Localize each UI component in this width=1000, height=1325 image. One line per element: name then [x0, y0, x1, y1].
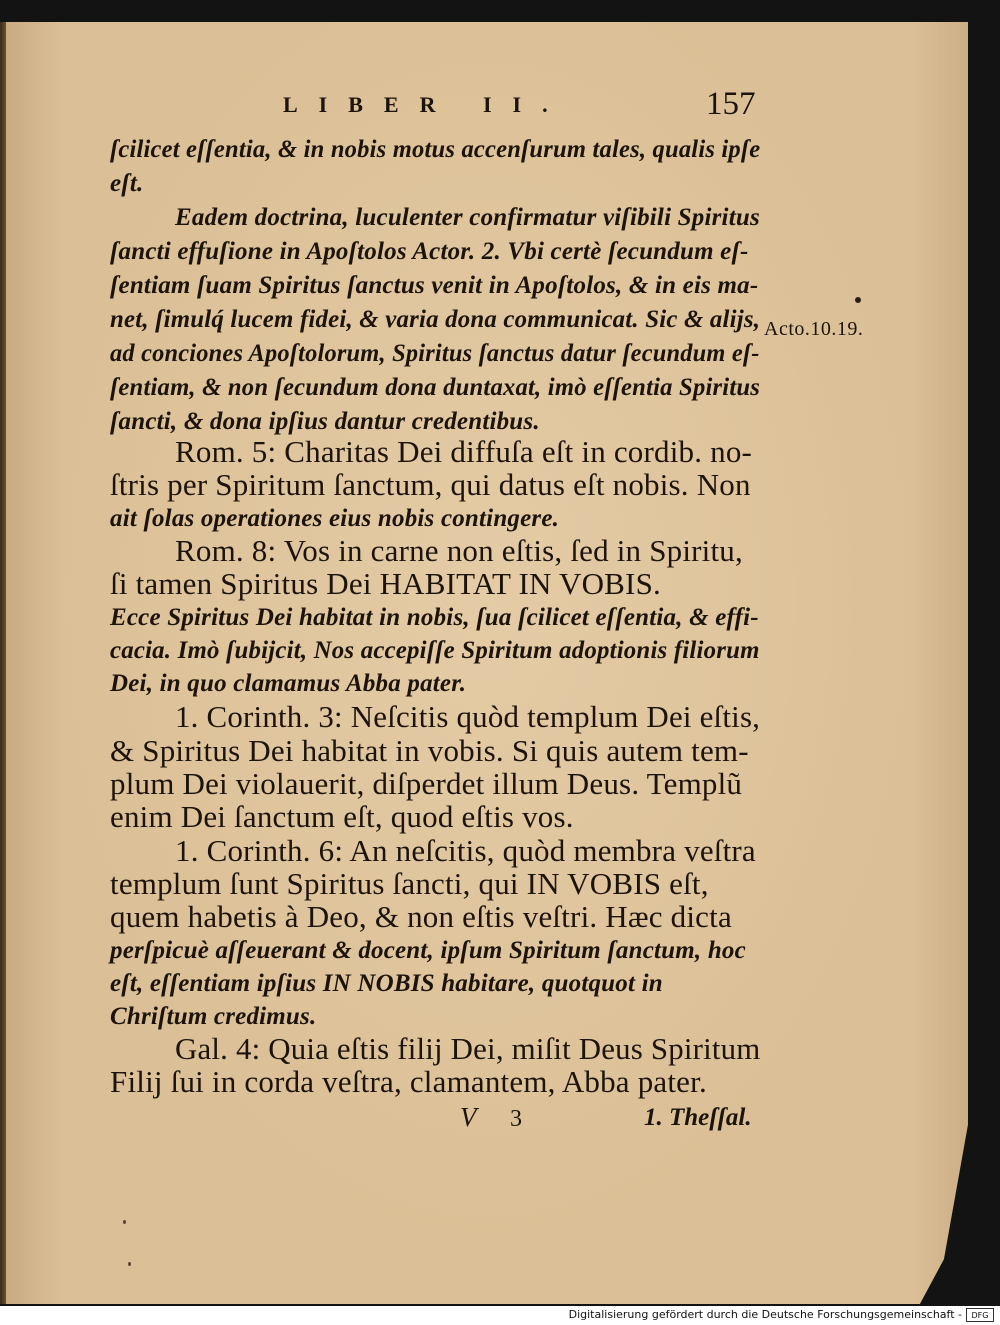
text-line: Eadem doctrina, luculenter confirmatur viſibili Spiritus — [175, 204, 760, 231]
text-line: Chriſtum credimus. — [110, 1003, 317, 1030]
text-line: Gal. 4: Quia eſtis filij Dei, miſit Deus Spiritum — [175, 1031, 761, 1066]
text-line: ſancti effuſione in Apoſtolos Actor. 2. Vbi certè ſecundum eſ- — [110, 238, 749, 265]
text-line: Rom. 5: Charitas Dei diffuſa eſt in cordib. no- — [175, 434, 753, 469]
paper-spot — [128, 1262, 131, 1266]
text-line: cacia. Imò ſubijcit, Nos accepiſſe Spiritum adoptionis filiorum — [110, 637, 760, 664]
text-line: plum Dei violauerit, diſperdet illum Deus. Templũ — [110, 766, 743, 801]
signature-mark: V — [460, 1102, 477, 1132]
text-line: quem habetis à Deo, & non eſtis veſtri. Hæc dicta — [110, 899, 732, 934]
text-line: Ecce Spiritus Dei habitat in nobis, ſua ſcilicet eſſentia, & effi- — [110, 604, 759, 631]
signature-number: 3 — [510, 1106, 522, 1132]
text-line: Filij ſui in corda veſtra, clamantem, Abba pater. — [110, 1064, 707, 1099]
text-line: eſt, eſſentiam ipſius IN NOBIS habitare, quotquot in — [110, 970, 663, 997]
text-line: net, ſimulq́ lucem fidei, & varia dona communicat. Sic & alijs, — [110, 306, 761, 333]
text-line: ſtris per Spiritum ſanctum, qui datus eſt nobis. Non — [110, 467, 751, 502]
text-line: ad conciones Apoſtolorum, Spiritus ſanctus datur ſecundum eſ- — [110, 340, 760, 367]
text-line: templum ſunt Spiritus ſancti, qui IN VOBIS eſt, — [110, 866, 709, 901]
text-line: ait ſolas operationes eius nobis contingere. — [110, 505, 560, 532]
text-line: & Spiritus Dei habitat in vobis. Si quis autem tem- — [110, 733, 749, 768]
text-line: ſcilicet eſſentia, & in nobis motus accenſurum tales, qualis ipſe — [110, 136, 761, 163]
dfg-logo: DFG — [966, 1308, 994, 1322]
text-line: Dei, in quo clamamus Abba pater. — [110, 670, 467, 697]
ink-dot — [855, 297, 861, 303]
text-line: ſi tamen Spiritus Dei HABITAT IN VOBIS. — [110, 566, 661, 601]
text-line: Rom. 8: Vos in carne non eſtis, ſed in Spiritu, — [175, 533, 743, 568]
text-line: perſpicuè aſſeuerant & docent, ipſum Spiritum ſanctum, hoc — [110, 937, 746, 964]
paper-spot — [123, 1220, 126, 1224]
text-line: eſt. — [110, 170, 144, 197]
text-line: ſentiam, & non ſecundum dona duntaxat, imò eſſentia Spiritus — [110, 374, 761, 401]
text-line: ſancti, & dona ipſius dantur credentibus. — [110, 408, 540, 435]
margin-note: Acto.10.19. — [764, 318, 864, 340]
catchword: 1. Theſſal. — [644, 1104, 752, 1131]
running-head: LIBER II. — [283, 92, 569, 117]
text-line: 1. Corinth. 6: An neſcitis, quòd membra veſtra — [175, 833, 756, 868]
digitization-credit: Digitalisierung gefördert durch die Deutsche Forschungsgemeinschaft - — [568, 1308, 962, 1321]
text-line: enim Dei ſanctum eſt, quod eſtis vos. — [110, 799, 574, 834]
text-line: ſentiam ſuam Spiritus ſanctus venit in Apoſtolos, & in eis ma- — [110, 272, 759, 299]
page-number: 157 — [706, 86, 756, 122]
text-line: 1. Corinth. 3: Neſcitis quòd templum Dei eſtis, — [175, 699, 761, 734]
